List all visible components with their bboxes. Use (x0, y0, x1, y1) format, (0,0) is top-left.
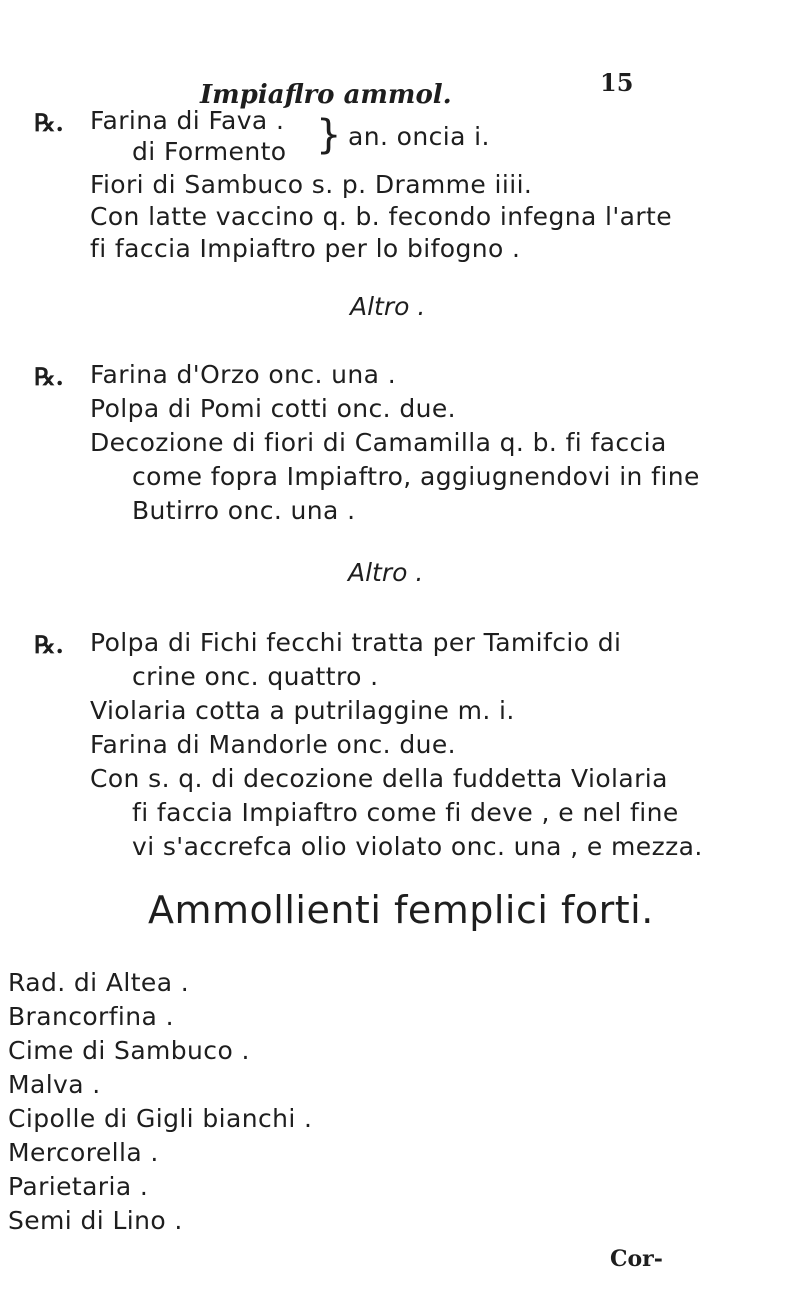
recipe-symbol: ℞. (34, 362, 64, 391)
running-header: Impiaflro ammol. (200, 80, 452, 110)
page-number: 15 (600, 68, 634, 97)
recipe-line: Butirro onc. una . (132, 496, 356, 525)
list-item: Parietaria . (8, 1172, 149, 1201)
recipe-line: vi s'accrefca olio violato onc. una , e mezza. (132, 832, 703, 861)
recipe-line: Polpa di Pomi cotti onc. due. (90, 394, 457, 423)
list-item: Rad. di Altea . (8, 968, 190, 997)
recipe-line: Con s. q. di decozione della fuddetta Violaria (90, 764, 668, 793)
recipe-line: di Formento (132, 137, 287, 166)
subheading: Altro . (350, 292, 426, 321)
recipe-line: Con latte vaccino q. b. fecondo infegna l'arte (90, 202, 673, 231)
recipe-line: Farina d'Orzo onc. una . (90, 360, 397, 389)
recipe-line: Polpa di Fichi fecchi tratta per Tamifcio di (90, 628, 622, 657)
list-item: Mercorella . (8, 1138, 159, 1167)
list-item: Semi di Lino . (8, 1206, 183, 1235)
subheading: Altro . (348, 558, 424, 587)
section-title: Ammollienti femplici forti. (148, 888, 654, 932)
recipe-line: an. oncia i. (348, 122, 490, 151)
catchword: Cor- (610, 1246, 663, 1272)
recipe-line: fi faccia Impiaftro per lo bifogno . (90, 234, 521, 263)
recipe-line: Violaria cotta a putrilaggine m. i. (90, 696, 515, 725)
recipe-line: Farina di Fava . (90, 106, 285, 135)
recipe-symbol: ℞. (34, 630, 64, 659)
recipe-line: fi faccia Impiaftro come fi deve , e nel fine (132, 798, 679, 827)
list-item: Cipolle di Gigli bianchi . (8, 1104, 313, 1133)
list-item: Brancorfina . (8, 1002, 174, 1031)
recipe-line: Decozione di fiori di Camamilla q. b. fi faccia (90, 428, 667, 457)
recipe-line: come fopra Impiaftro, aggiugnendovi in fine (132, 462, 700, 491)
brace: } (316, 112, 342, 158)
recipe-symbol: ℞. (34, 108, 64, 137)
list-item: Malva . (8, 1070, 101, 1099)
recipe-line: crine onc. quattro . (132, 662, 379, 691)
recipe-line: Fiori di Sambuco s. p. Dramme iiii. (90, 170, 533, 199)
recipe-line: Farina di Mandorle onc. due. (90, 730, 456, 759)
list-item: Cime di Sambuco . (8, 1036, 250, 1065)
